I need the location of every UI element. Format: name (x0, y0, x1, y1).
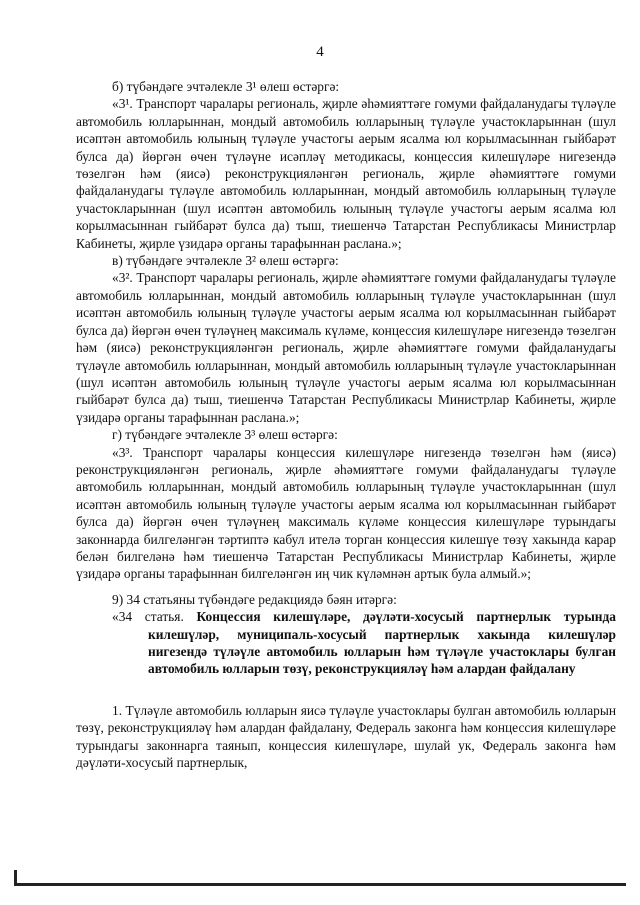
paragraph-9: 9) 34 статьяны түбәндәге редакциядә бәян итәргә: (112, 591, 397, 607)
paragraph-3-1: «3¹. Транспорт чаралары региональ, җирле әһәмияттәге гомуми файдаланудагы түләүле автомобиль юлларыннан, мондый автомобиль юлларының түләүле участокларыннан (шул исәптән автомобиль юлының түләүле участогы аерым ясалма юл корылмасыннан гыйбарәт булса да) йөргән өчен түләүне исәпләү методикасы, концессия килешүләре нигезендә төзелгән һәм (яисә) реконструкцияләнгән региональ, җирле әһәмияттәге гомуми файдаланудагы түләүле автомобиль юлларыннан, мондый автомобиль юлларының түләүле участокларыннан (шул исәптән автомобиль юлының түләүле участогы аерым ясалма юл корылмасыннан гыйбарәт булса да) тыш, тиешенчә Татарстан Республикасы Министрлар Кабинеты, җирле үзидарә органы тарафыннан раслана.»; (76, 96, 616, 251)
paragraph-g: г) түбәндәге эчтәлекле 3³ өлеш өстәргә: (112, 427, 338, 443)
scan-edge-bottom (14, 883, 626, 886)
paragraph-b: б) түбәндәге эчтәлекле 3¹ өлеш өстәргә: (112, 79, 340, 94)
paragraph-1: 1. Түләүле автомобиль юлларын яисә түләүле участоклары булган автомобиль юлларын төзү, реконструкцияләү һәм алардан файдалану, Федераль законга һәм концессия килешүләре турындагы законнарга таянып, концессия килешүләре, шулай ук, Федераль законга һәм дәүләти-хосусый партнерлык, (76, 702, 616, 771)
paragraph-v: в) түбәндәге эчтәлекле 3² өлеш өстәргә: (112, 253, 339, 269)
paragraph-3-3: «3³. Транспорт чаралары концессия килешүләре нигезендә төзелгән һәм (яисә) реконструкцияләнгән региональ, җирле әһәмияттәге гомуми файдаланудагы түләүле автомобиль юлларыннан, мондый автомобиль юлларының түләүле участокларыннан (шул исәптән автомобиль юлының түләүле участогы аерым ясалма юл корылмасыннан гыйбарәт булса да) йөргән өчен түләүнең максималь күләме концессия килешүләре турындагы законнарда билгеләнгән тәртиптә кабул ителә торган концессия килешүе төзү хакында карар белән билгеләнә һәм тиешенчә Татарстан Республикасы Министрлар Кабинеты, җирле үзидарә органы тарафыннан билгеләнгән иң чик күләмнән артык була алмый.»; (76, 444, 616, 582)
document-body (76, 78, 616, 771)
article-heading (76, 608, 616, 678)
article-prefix: «34 статья. (112, 609, 197, 625)
page-number: 4 (316, 44, 324, 60)
paragraph-3-2: «3². Транспорт чаралары региональ, җирле әһәмияттәге гомуми файдаланудагы түләүле автомобиль юлларыннан, мондый автомобиль юлларының түләүле участокларыннан (шул исәптән автомобиль юлының түләүле участогы аерым ясалма юл корылмасыннан гыйбарәт булса да) йөргән өчен түләүнең максималь күләме, концессия килешүләре нигезендә төзелгән һәм (яисә) реконструкцияләнгән региональ, җирле әһәмияттәге гомуми файдаланудагы түләүле автомобиль юлларыннан, мондый автомобиль юлларының түләүле участокларыннан (шул исәптән автомобиль юлының түләүле участогы аерым ясалма юл корылмасыннан гыйбарәт булса да) тыш, тиешенчә Татарстан Республикасы Министрлар Кабинеты, җирле үзидарә органы тарафыннан раслана.»; (76, 270, 616, 425)
article-title: Концессия килешүләре, дәүләти-хосусый партнерлык турында килешүләр, муниципаль-хосусый партнерлык хакында килешүләр нигезендә түләүле автомобиль юлларын һәм түләүле участоклары булган автомобиль юлларын төзү, реконструкцияләү һәм алардан файдалану (148, 609, 616, 677)
